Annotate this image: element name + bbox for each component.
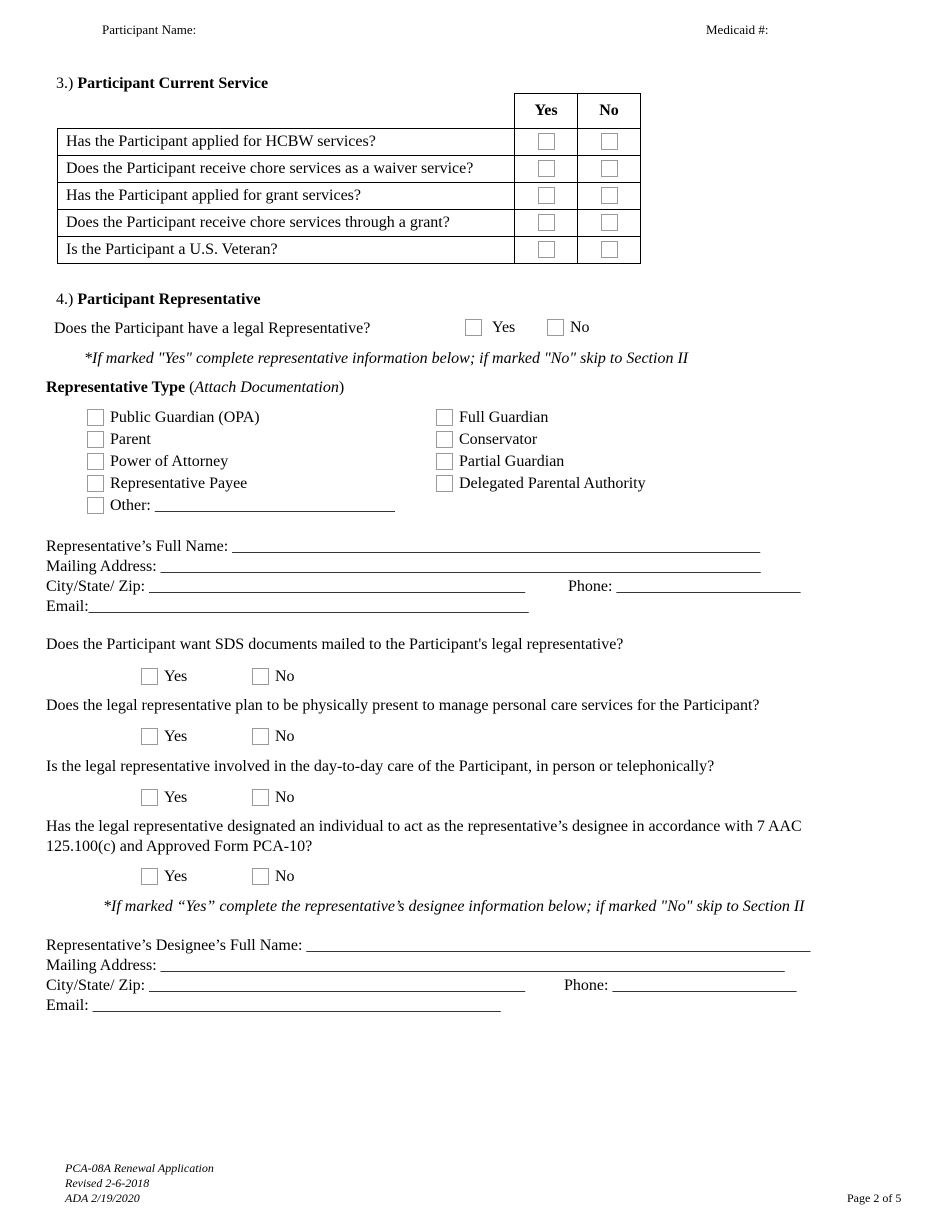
legal-rep-no-option[interactable]: No <box>547 318 590 338</box>
question-cell: Does the Participant receive chore services through a grant? <box>58 210 515 237</box>
grant-applied-no-checkbox[interactable] <box>601 187 618 204</box>
table-row <box>58 156 641 183</box>
full-guardian-checkbox[interactable] <box>436 409 453 426</box>
designee-yes-checkbox[interactable] <box>141 868 158 885</box>
rep-city-field[interactable]: City/State/ Zip: _______________________________________________ <box>46 578 526 595</box>
rep-type-full-guardian[interactable]: Full Guardian <box>436 408 548 428</box>
day-to-day-no-option[interactable]: No <box>252 788 295 808</box>
veteran-yes-checkbox[interactable] <box>538 241 555 258</box>
section-3-title: Participant Current Service <box>77 75 269 92</box>
representative-payee-checkbox[interactable] <box>87 475 104 492</box>
table-row <box>58 237 641 264</box>
rep-full-name-field[interactable]: Representative’s Full Name: __________________________________________________________________ <box>46 538 761 555</box>
participant-name-label: Participant Name: <box>102 22 197 37</box>
sds-mailed-no-option[interactable]: No <box>252 667 295 687</box>
designee-phone-field[interactable]: Phone: _______________________ <box>564 977 797 994</box>
rep-phone-field[interactable]: Phone: _______________________ <box>568 578 801 595</box>
designee-full-name-field[interactable]: Representative’s Designee’s Full Name: _______________________________________________________________ <box>46 937 811 954</box>
public-guardian-checkbox[interactable] <box>87 409 104 426</box>
conservator-checkbox[interactable] <box>436 431 453 448</box>
question-designee-line-2: 125.100(c) and Approved Form PCA-10? <box>46 838 313 855</box>
power-of-attorney-checkbox[interactable] <box>87 453 104 470</box>
rep-type-delegated-parental[interactable]: Delegated Parental Authority <box>436 474 646 494</box>
designee-no-checkbox[interactable] <box>252 868 269 885</box>
present-yes-checkbox[interactable] <box>141 728 158 745</box>
day-to-day-yes-option[interactable]: Yes <box>141 788 187 808</box>
other-field[interactable]: Other: ______________________________ <box>110 497 395 514</box>
legal-rep-yes-checkbox[interactable] <box>465 319 482 336</box>
parent-checkbox[interactable] <box>87 431 104 448</box>
rep-type-conservator[interactable]: Conservator <box>436 430 537 450</box>
question-cell: Has the Participant applied for HCBW services? <box>58 129 515 156</box>
section-4-heading <box>56 290 261 310</box>
present-no-checkbox[interactable] <box>252 728 269 745</box>
sds-mailed-no-checkbox[interactable] <box>252 668 269 685</box>
col-no-header: No <box>578 94 641 129</box>
section-3-heading <box>56 74 268 94</box>
table-header-row <box>58 94 641 129</box>
designee-yes-option[interactable]: Yes <box>141 867 187 887</box>
day-to-day-yes-checkbox[interactable] <box>141 789 158 806</box>
designee-mailing-field[interactable]: Mailing Address: ______________________________________________________________________________ <box>46 957 785 974</box>
partial-guardian-checkbox[interactable] <box>436 453 453 470</box>
footer-ada: ADA 2/19/2020 <box>65 1191 140 1205</box>
designee-city-field[interactable]: City/State/ Zip: _______________________________________________ <box>46 977 526 994</box>
chore-grant-yes-checkbox[interactable] <box>538 214 555 231</box>
question-cell: Does the Participant receive chore services as a waiver service? <box>58 156 515 183</box>
rep-type-parent[interactable]: Parent <box>87 430 151 450</box>
table-row <box>58 210 641 237</box>
question-day-to-day: Is the legal representative involved in the day-to-day care of the Participant, in person or telephonically? <box>46 758 715 775</box>
section-4-title: Participant Representative <box>77 291 261 308</box>
sds-mailed-yes-checkbox[interactable] <box>141 668 158 685</box>
table-row <box>58 183 641 210</box>
rep-mailing-field[interactable]: Mailing Address: ___________________________________________________________________________ <box>46 558 761 575</box>
question-sds-mailed: Does the Participant want SDS documents mailed to the Participant's legal representative? <box>46 636 624 653</box>
question-physically-present: Does the legal representative plan to be physically present to manage personal care services for the Participant? <box>46 697 760 714</box>
rep-type-heading: Representative Type (Attach Documentation) <box>46 379 345 396</box>
delegated-parental-checkbox[interactable] <box>436 475 453 492</box>
footer-page-number: Page 2 of 5 <box>847 1191 902 1205</box>
chore-waiver-yes-checkbox[interactable] <box>538 160 555 177</box>
col-yes-header: Yes <box>515 94 578 129</box>
question-cell: Has the Participant applied for grant services? <box>58 183 515 210</box>
chore-grant-no-checkbox[interactable] <box>601 214 618 231</box>
chore-waiver-no-checkbox[interactable] <box>601 160 618 177</box>
veteran-no-checkbox[interactable] <box>601 241 618 258</box>
section-3-number: 3.) <box>56 75 74 92</box>
rep-type-other[interactable] <box>87 496 395 516</box>
sds-mailed-yes-option[interactable]: Yes <box>141 667 187 687</box>
other-checkbox[interactable] <box>87 497 104 514</box>
hcbw-applied-no-checkbox[interactable] <box>601 133 618 150</box>
current-service-table <box>57 93 641 264</box>
legal-rep-no-checkbox[interactable] <box>547 319 564 336</box>
table-row <box>58 129 641 156</box>
legal-rep-yes-option[interactable]: Yes <box>465 318 515 338</box>
legal-rep-note: *If marked "Yes" complete representative information below; if marked "No" skip to Section II <box>84 350 689 367</box>
rep-type-power-of-attorney[interactable]: Power of Attorney <box>87 452 228 472</box>
designee-email-field[interactable]: Email: ___________________________________________________ <box>46 997 501 1014</box>
rep-type-partial-guardian[interactable]: Partial Guardian <box>436 452 564 472</box>
question-cell: Is the Participant a U.S. Veteran? <box>58 237 515 264</box>
grant-applied-yes-checkbox[interactable] <box>538 187 555 204</box>
footer-form-name: PCA-08A Renewal Application <box>65 1161 214 1175</box>
question-designee-line-1: Has the legal representative designated an individual to act as the representative’s designee in accordance with 7 AAC <box>46 818 802 835</box>
rep-type-public-guardian[interactable]: Public Guardian (OPA) <box>87 408 260 428</box>
medicaid-label: Medicaid #: <box>706 22 769 37</box>
designee-no-option[interactable]: No <box>252 867 295 887</box>
present-no-option[interactable]: No <box>252 727 295 747</box>
designee-note: *If marked “Yes” complete the representative’s designee information below; if marked "No" skip to Section II <box>103 898 805 915</box>
day-to-day-no-checkbox[interactable] <box>252 789 269 806</box>
rep-type-representative-payee[interactable]: Representative Payee <box>87 474 247 494</box>
legal-rep-question: Does the Participant have a legal Representative? <box>54 320 371 337</box>
footer-revised: Revised 2-6-2018 <box>65 1176 150 1190</box>
section-4-number: 4.) <box>56 291 74 308</box>
hcbw-applied-yes-checkbox[interactable] <box>538 133 555 150</box>
present-yes-option[interactable]: Yes <box>141 727 187 747</box>
rep-email-field[interactable]: Email:_______________________________________________________ <box>46 598 529 615</box>
